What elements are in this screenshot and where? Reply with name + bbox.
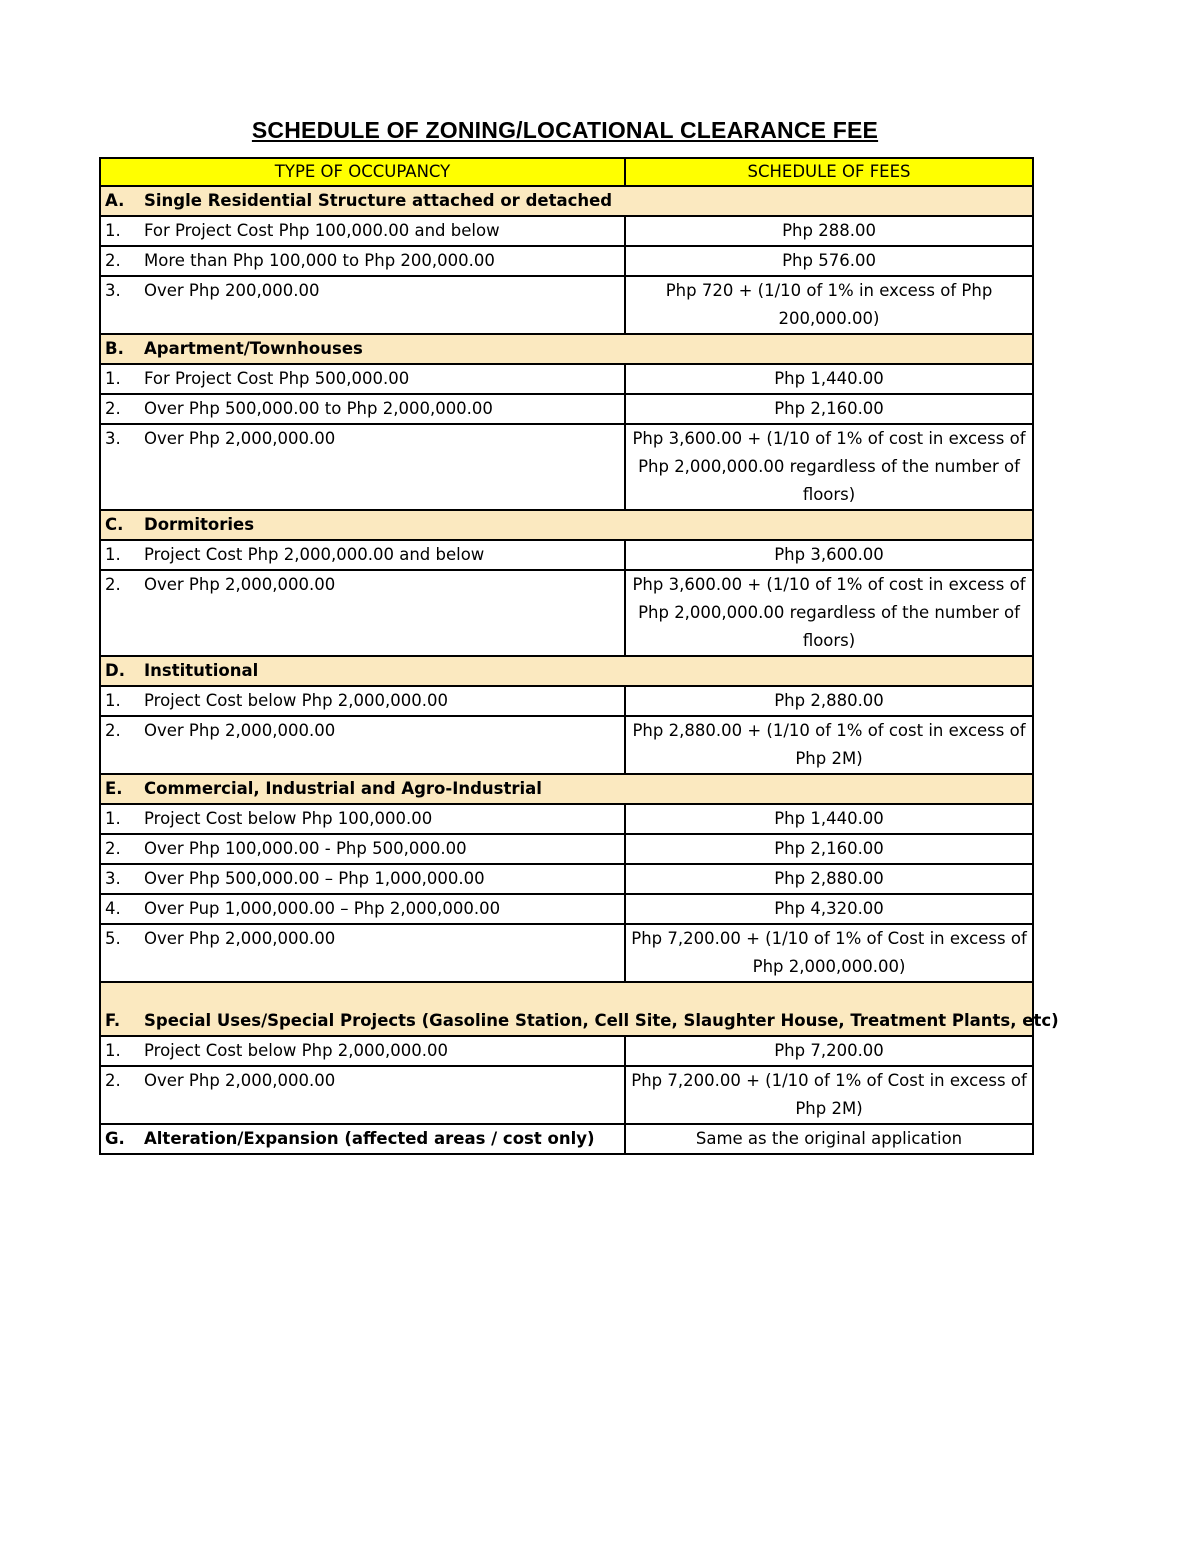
- item-description: Over Php 2,000,000.00: [140, 1066, 625, 1124]
- item-description: Over Php 200,000.00: [140, 276, 625, 334]
- section-label: Special Uses/Special Projects (Gasoline Station, Cell Site, Slaughter House, Treatment Plants, etc): [140, 982, 1033, 1036]
- item-number: 3.: [100, 424, 140, 510]
- table-row: [100, 894, 1033, 924]
- item-description: Over Php 2,000,000.00: [140, 424, 625, 510]
- item-fee: Php 2,160.00: [625, 834, 1033, 864]
- item-fee: Php 3,600.00 + (1/10 of 1% of cost in excess of Php 2,000,000.00 regardless of the number of floors): [625, 424, 1033, 510]
- item-number: 1.: [100, 1036, 140, 1066]
- item-description: Project Cost below Php 2,000,000.00: [140, 686, 625, 716]
- item-fee: Same as the original application: [625, 1124, 1033, 1154]
- item-description: For Project Cost Php 500,000.00: [140, 364, 625, 394]
- item-number: 2.: [100, 570, 140, 656]
- section-letter: E.: [100, 774, 140, 804]
- section-letter: B.: [100, 334, 140, 364]
- item-description: Over Php 2,000,000.00: [140, 924, 625, 982]
- table-row: [100, 246, 1033, 276]
- table-row: [100, 424, 1033, 510]
- item-number: 1.: [100, 540, 140, 570]
- section-label: Institutional: [140, 656, 1033, 686]
- table-row: [100, 686, 1033, 716]
- item-fee: Php 720 + (1/10 of 1% in excess of Php 200,000.00): [625, 276, 1033, 334]
- item-number: 2.: [100, 394, 140, 424]
- section-row-g: [100, 1124, 1033, 1154]
- item-fee: Php 2,880.00 + (1/10 of 1% of cost in excess of Php 2M): [625, 716, 1033, 774]
- table-row: [100, 864, 1033, 894]
- item-description: More than Php 100,000 to Php 200,000.00: [140, 246, 625, 276]
- item-description: Over Php 2,000,000.00: [140, 716, 625, 774]
- item-number: 5.: [100, 924, 140, 982]
- table-row: [100, 540, 1033, 570]
- item-number: 2.: [100, 246, 140, 276]
- fee-schedule-table: [99, 157, 1059, 1155]
- item-number: 4.: [100, 894, 140, 924]
- item-fee: Php 1,440.00: [625, 364, 1033, 394]
- section-label: Dormitories: [140, 510, 1033, 540]
- section-row-a: [100, 186, 1033, 216]
- section-label: Single Residential Structure attached or detached: [140, 186, 1033, 216]
- page-title: SCHEDULE OF ZONING/LOCATIONAL CLEARANCE FEE: [251, 117, 879, 143]
- item-number: 1.: [100, 804, 140, 834]
- section-label: Alteration/Expansion (affected areas / cost only): [140, 1124, 625, 1154]
- item-description: Over Php 100,000.00 - Php 500,000.00: [140, 834, 625, 864]
- header-type-of-occupancy: TYPE OF OCCUPANCY: [100, 158, 625, 186]
- section-letter: A.: [100, 186, 140, 216]
- item-description: Over Php 2,000,000.00: [140, 570, 625, 656]
- item-fee: Php 1,440.00: [625, 804, 1033, 834]
- item-fee: Php 2,880.00: [625, 864, 1033, 894]
- table-header-row: [100, 158, 1033, 186]
- item-number: 2.: [100, 1066, 140, 1124]
- table-row: [100, 1066, 1033, 1124]
- item-fee: Php 288.00: [625, 216, 1033, 246]
- item-description: Project Cost below Php 100,000.00: [140, 804, 625, 834]
- section-label: Apartment/Townhouses: [140, 334, 1033, 364]
- table-row: [100, 924, 1033, 982]
- item-fee: Php 3,600.00 + (1/10 of 1% of cost in excess of Php 2,000,000.00 regardless of the number of floors): [625, 570, 1033, 656]
- section-letter: G.: [100, 1124, 140, 1154]
- header-schedule-of-fees: SCHEDULE OF FEES: [625, 158, 1033, 186]
- item-fee: Php 7,200.00 + (1/10 of 1% of Cost in excess of Php 2M): [625, 1066, 1033, 1124]
- section-row-c: [100, 510, 1033, 540]
- item-fee: Php 2,880.00: [625, 686, 1033, 716]
- table-row: [100, 716, 1033, 774]
- table-row: [100, 834, 1033, 864]
- item-fee: Php 2,160.00: [625, 394, 1033, 424]
- table-row: [100, 570, 1033, 656]
- table-row: [100, 1036, 1033, 1066]
- section-row-b: [100, 334, 1033, 364]
- table-row: [100, 804, 1033, 834]
- section-letter: C.: [100, 510, 140, 540]
- item-fee: Php 576.00: [625, 246, 1033, 276]
- item-number: 1.: [100, 364, 140, 394]
- item-description: Over Pup 1,000,000.00 – Php 2,000,000.00: [140, 894, 625, 924]
- table-row: [100, 364, 1033, 394]
- section-letter: F.: [100, 982, 140, 1036]
- item-number: 1.: [100, 686, 140, 716]
- item-fee: Php 3,600.00: [625, 540, 1033, 570]
- item-description: Project Cost below Php 2,000,000.00: [140, 1036, 625, 1066]
- item-number: 3.: [100, 276, 140, 334]
- section-row-e: [100, 774, 1033, 804]
- section-label: Commercial, Industrial and Agro-Industrial: [140, 774, 1033, 804]
- section-letter: D.: [100, 656, 140, 686]
- item-description: For Project Cost Php 100,000.00 and below: [140, 216, 625, 246]
- item-description: Over Php 500,000.00 to Php 2,000,000.00: [140, 394, 625, 424]
- table-row: [100, 216, 1033, 246]
- item-number: 2.: [100, 834, 140, 864]
- item-description: Project Cost Php 2,000,000.00 and below: [140, 540, 625, 570]
- item-fee: Php 7,200.00 + (1/10 of 1% of Cost in excess of Php 2,000,000.00): [625, 924, 1033, 982]
- item-number: 1.: [100, 216, 140, 246]
- table-row: [100, 276, 1033, 334]
- item-description: Over Php 500,000.00 – Php 1,000,000.00: [140, 864, 625, 894]
- item-number: 2.: [100, 716, 140, 774]
- item-fee: Php 7,200.00: [625, 1036, 1033, 1066]
- table-row: [100, 394, 1033, 424]
- section-row-f: [100, 982, 1033, 1036]
- item-fee: Php 4,320.00: [625, 894, 1033, 924]
- item-number: 3.: [100, 864, 140, 894]
- section-row-d: [100, 656, 1033, 686]
